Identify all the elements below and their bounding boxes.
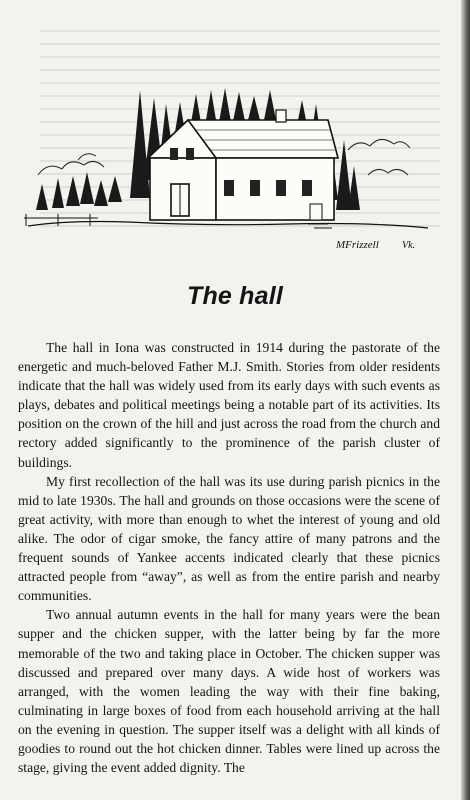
artist-signature: MFrizzell	[336, 239, 379, 251]
paragraph: Two annual autumn events in the hall for many years were the bean supper and the chicken supper, with the latter being by far the more memorable of the two and taking place in October. The chicken supper was discussed and prepared over many days. A wide host of workers was arranged, with the women leading the way with their fine baking, culminating in large boxes of food from each household arriving at the hall on the evening in question. The supper itself was a delight with all kinds of goodies to round out the hot chicken dinner. Tables were lined up across the stage, giving the event added dignity. The	[18, 607, 440, 776]
artist-mark: Vk.	[402, 240, 416, 251]
hall-illustration	[18, 80, 436, 280]
paragraph: My first recollection of the hall was its use during parish picnics in the mid to late 1930s. The hall and grounds on those occasions were the scene of great activity, with more than enough to whet the interest of young and old alike. The odor of cigar smoke, the fancy attire of many patrons and the frequent sounds of Yankee accents indicated clearly that these picnics attracted people from “away”, as well as from the entire parish and nearby communities.	[18, 473, 440, 604]
body-text	[18, 338, 440, 777]
paragraph: The hall in Iona was constructed in 1914 during the pastorate of the energetic and much-beloved Father M.J. Smith. Stories from older residents indicate that the hall was widely used from its early days with such events as plays, debates and political meetings being a notable part of its activities. Its position on the crown of the hill and just across the road from the church and rectory added significantly to the prominence of the parish cluster of buildings.	[18, 340, 440, 470]
page-edge	[461, 0, 470, 800]
chapter-title: The hall	[186, 282, 284, 310]
